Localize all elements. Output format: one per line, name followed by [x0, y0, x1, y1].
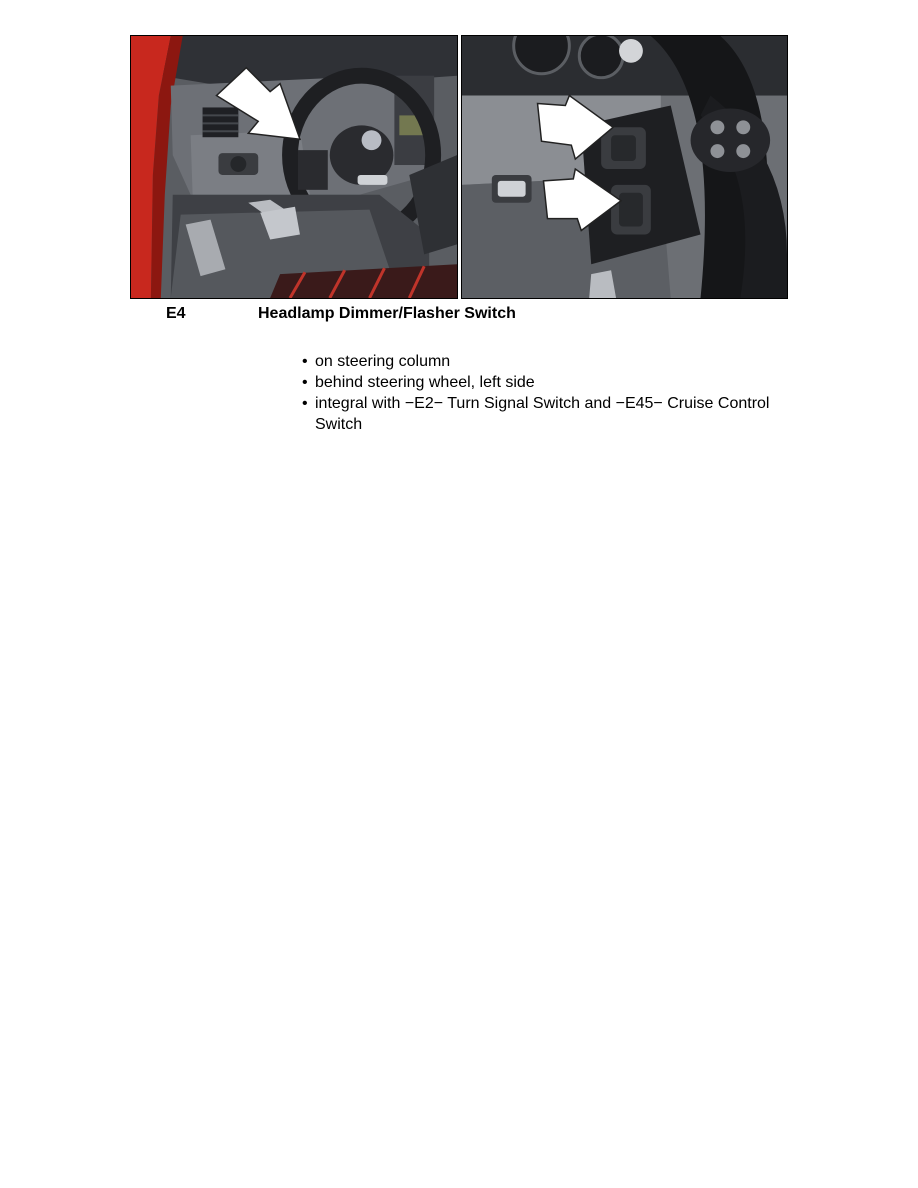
component-code: E4 — [166, 305, 186, 322]
driver-area-image — [131, 36, 457, 298]
photo-steering-column — [461, 35, 788, 299]
location-list — [302, 351, 772, 435]
component-location-photos — [130, 35, 788, 299]
location-text: integral with −E2− Turn Signal Switch and −E45− Cruise Control Switch — [315, 395, 770, 433]
steering-column-image — [462, 36, 787, 298]
bullet-icon: • — [302, 395, 308, 412]
list-item — [302, 372, 772, 393]
bullet-icon: • — [302, 353, 308, 370]
bullet-icon: • — [302, 374, 308, 391]
list-item — [302, 393, 772, 435]
photo-driver-area — [130, 35, 458, 299]
location-text: on steering column — [315, 353, 451, 370]
list-item — [302, 351, 772, 372]
component-title: Headlamp Dimmer/Flasher Switch — [258, 305, 516, 322]
location-text: behind steering wheel, left side — [315, 374, 535, 391]
